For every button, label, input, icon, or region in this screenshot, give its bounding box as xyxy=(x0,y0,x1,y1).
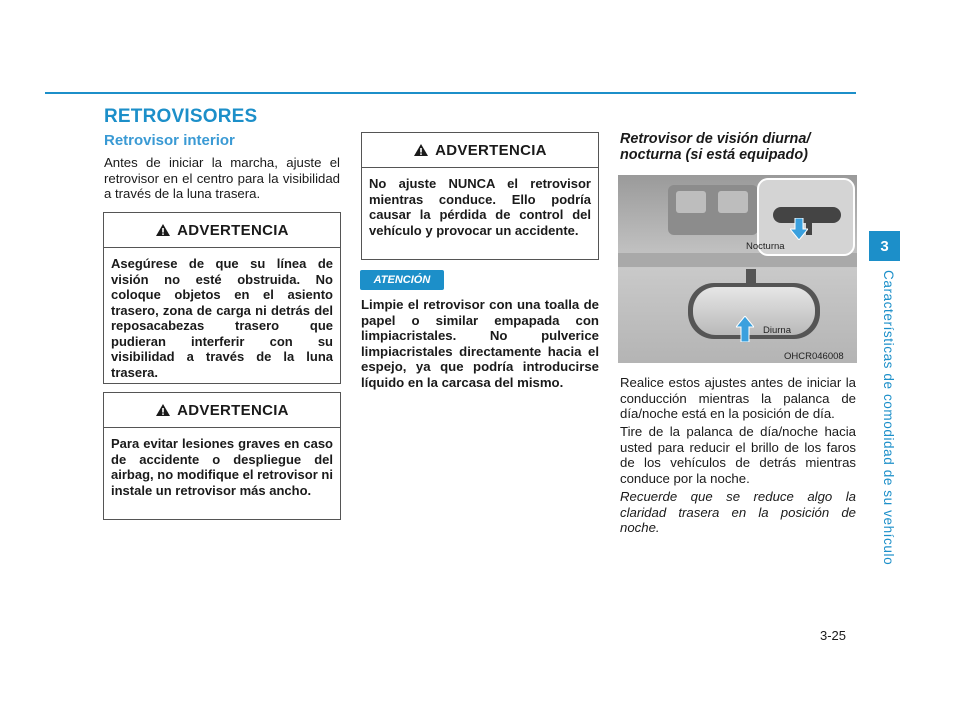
day-night-heading: Retrovisor de visión diurna/ nocturna (si está equipado) xyxy=(620,131,811,163)
warning-triangle-icon xyxy=(413,143,429,157)
day-night-para-1: Realice estos ajustes antes de iniciar la conducción mientras la palanca de día/noche está en la posición de día. xyxy=(620,375,856,422)
warning-box-3 xyxy=(361,132,599,260)
warning-triangle-icon xyxy=(155,403,171,417)
section-title: RETROVISORES xyxy=(104,106,258,127)
intro-paragraph: Antes de iniciar la marcha, ajuste el retrovisor en el centro para la visibilidad a través de la luna trasera. xyxy=(104,155,340,202)
warning-label: ADVERTENCIA xyxy=(177,401,289,419)
warning-text: Para evitar lesiones graves en caso de accidente o despliegue del airbag, no modifique el retrovisor ni instale un retrovisor más ancho. xyxy=(111,436,333,498)
warning-triangle-icon xyxy=(155,223,171,237)
day-night-note: Recuerde que se reduce algo la claridad trasera en la posición de noche. xyxy=(620,489,856,536)
warning-header xyxy=(104,393,340,428)
warning-header xyxy=(104,213,340,248)
warning-label: ADVERTENCIA xyxy=(435,141,547,159)
warning-box-1 xyxy=(103,212,341,384)
warning-text: No ajuste NUNCA el retrovisor mientras conduce. Ello podría causar la pérdida de control del vehículo y provocar un accidente. xyxy=(369,176,591,238)
warning-label: ADVERTENCIA xyxy=(177,221,289,239)
subhead-interior-mirror: Retrovisor interior xyxy=(104,132,235,149)
figure-code: OHCR046008 xyxy=(784,351,844,362)
chapter-title: Características de comodidad de su vehículo xyxy=(881,270,896,566)
attention-badge: ATENCIÓN xyxy=(360,270,444,290)
attention-paragraph: Limpie el retrovisor con una toalla de papel o similar empapada con limpiacristales. No pulverice limpiacristales directamente hacia el espejo, ya que podría introducirse líquido en la carcasa del mismo. xyxy=(361,297,599,390)
label-day: Diurna xyxy=(763,325,791,336)
warning-text: Asegúrese de que su línea de visión no esté obstruida. No coloque objetos en el asiento trasero, zona de carga ni detrás del reposacabezas trasero que pudieran interferir con su visibilidad a través de la luna trasera. xyxy=(111,256,333,380)
arrow-icon xyxy=(736,316,754,342)
top-rule xyxy=(45,92,856,94)
page-number: 3-25 xyxy=(820,628,847,643)
chapter-tab: 3 xyxy=(869,231,900,261)
arrow-icon xyxy=(790,218,808,240)
label-night: Nocturna xyxy=(746,241,785,252)
day-night-para-2: Tire de la palanca de día/noche hacia usted para reducir el brillo de los faros de los vehículos de detrás mientras conduce por la noche. xyxy=(620,424,856,486)
warning-header xyxy=(362,133,598,168)
warning-box-2 xyxy=(103,392,341,520)
